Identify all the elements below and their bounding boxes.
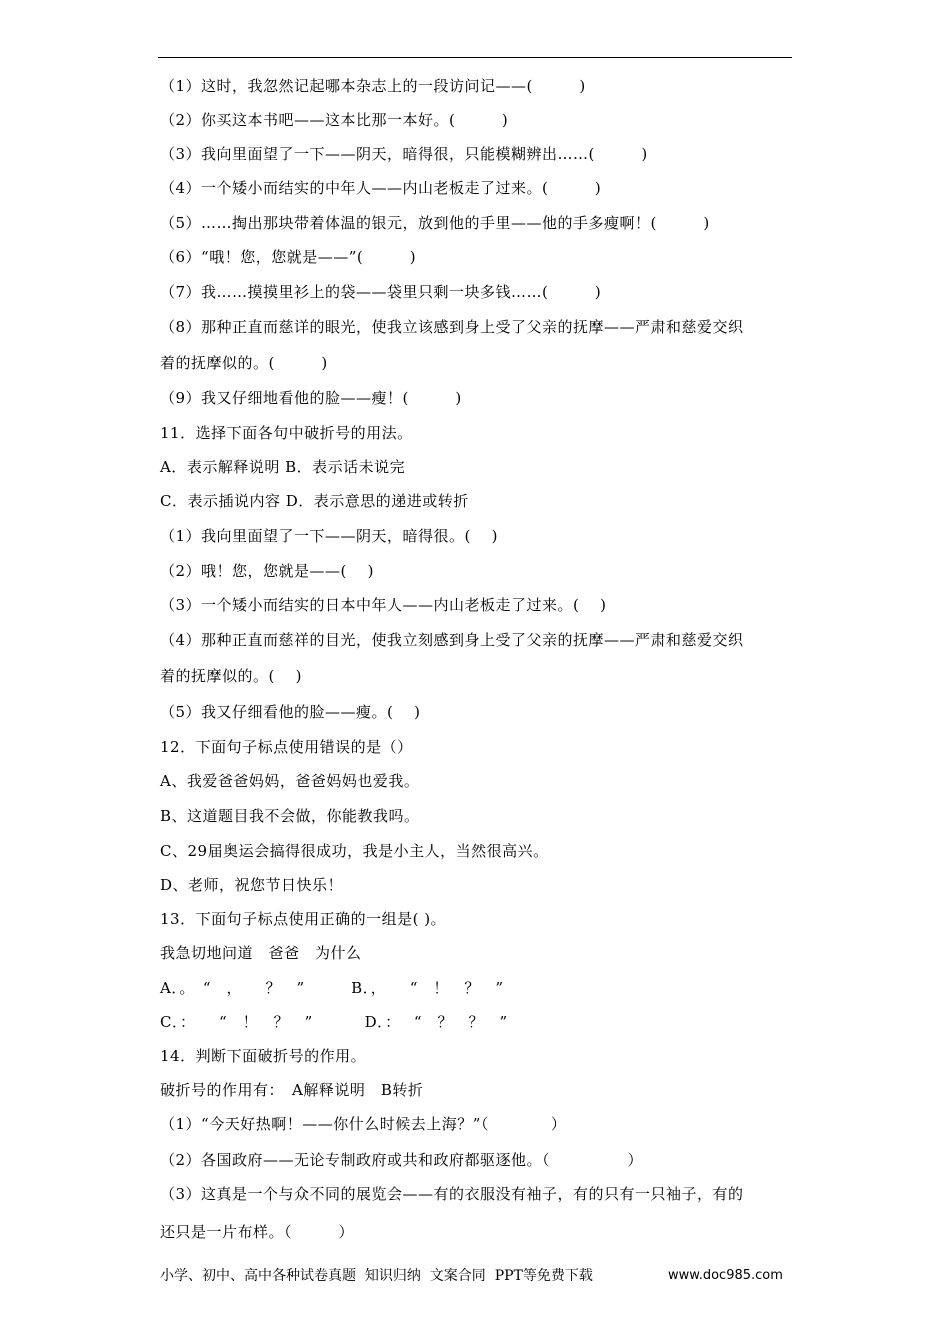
q12-option-d: D、老师，祝您节日快乐！ [160, 876, 344, 894]
q14-item-3-cont: 还只是一片布样。（ ） [160, 1223, 355, 1241]
q14-intro: 破折号的作用有： A解释说明 B转折 [160, 1081, 424, 1099]
q14-item-2: （2）各国政府——无论专制政府或共和政府都驱逐他。（ ） [160, 1151, 644, 1169]
q11-item-1: （1）我向里面望了一下——阴天，暗得很。( ) [160, 527, 499, 545]
q14-item-1: （1）“今天好热啊！——你什么时候去上海？”（ ） [160, 1115, 567, 1133]
q13-title: 13．下面句子标点使用正确的一组是( )。 [160, 910, 447, 928]
q13-options-cd: C．： “ ！ ？ ” D．： “ ？ ？ ” [160, 1013, 508, 1031]
q14-title: 14．判断下面破折号的作用。 [160, 1047, 367, 1065]
footer-website[interactable]: www.doc985.com [668, 1268, 783, 1283]
q12-option-a: A、我爱爸爸妈妈，爸爸妈妈也爱我。 [160, 772, 420, 790]
q12-option-b: B、这道题目我不会做，你能教我吗。 [160, 807, 420, 825]
q10-item-2: （2）你买这本书吧——这本比那一本好。( ) [160, 111, 509, 129]
q11-title: 11．选择下面各句中破折号的用法。 [160, 424, 413, 442]
q10-item-7: （7）我……摸摸里衫上的袋——袋里只剩一块多钱……( ) [160, 283, 602, 301]
q11-item-3: （3）一个矮小而结实的日本中年人——内山老板走了过来。( ) [160, 596, 607, 614]
q11-item-2: （2）哦！您，您就是——( ) [160, 562, 375, 580]
q11-option-cd: C．表示插说内容 D．表示意思的递进或转折 [160, 492, 469, 510]
q13-sentence: 我急切地问道 爸爸 为什么 [160, 944, 362, 962]
q11-item-4: （4）那种正直而慈祥的目光，使我立刻感到身上受了父亲的抚摩——严肃和慈爱交织 [160, 631, 744, 649]
q10-item-8-cont: 着的抚摩似的。( ) [160, 354, 328, 372]
q13-options-ab: A．。 “ ， ？ ” B．， “ ！ ？ ” [160, 979, 504, 997]
q11-item-5: （5）我又仔细看他的脸——瘦。( ) [160, 703, 421, 721]
q10-item-3: （3）我向里面望了一下——阴天，暗得很，只能模糊辨出……( ) [160, 145, 648, 163]
q11-item-4-cont: 着的抚摩似的。( ) [160, 667, 302, 685]
q10-item-9: （9）我又仔细地看他的脸——瘦！( ) [160, 389, 462, 407]
q10-item-4: （4）一个矮小而结实的中年人——内山老板走了过来。( ) [160, 179, 602, 197]
q14-item-3: （3）这真是一个与众不同的展览会——有的衣服没有袖子，有的只有一只袖子，有的 [160, 1185, 744, 1203]
footer-promo-text: 小学、初中、高中各种试卷真题 知识归纳 文案合同 PPT等免费下载 [160, 1268, 593, 1284]
q12-option-c: C、29届奥运会搞得很成功，我是小主人，当然很高兴。 [160, 842, 549, 860]
q10-item-6: （6）“哦！您，您就是——”( ) [160, 248, 417, 266]
q10-item-5: （5）……掏出那块带着体温的银元，放到他的手里——他的手多瘦啊！( ) [160, 214, 710, 232]
q12-title: 12．下面句子标点使用错误的是（） [160, 738, 413, 756]
q10-item-8: （8）那种正直而慈详的眼光，使我立该感到身上受了父亲的抚摩——严肃和慈爱交织 [160, 318, 744, 336]
q11-option-ab: A．表示解释说明 B．表示话未说完 [160, 458, 406, 476]
header-rule [158, 57, 792, 58]
q10-item-1: （1）这时，我忽然记起哪本杂志上的一段访问记——( ) [160, 77, 586, 95]
